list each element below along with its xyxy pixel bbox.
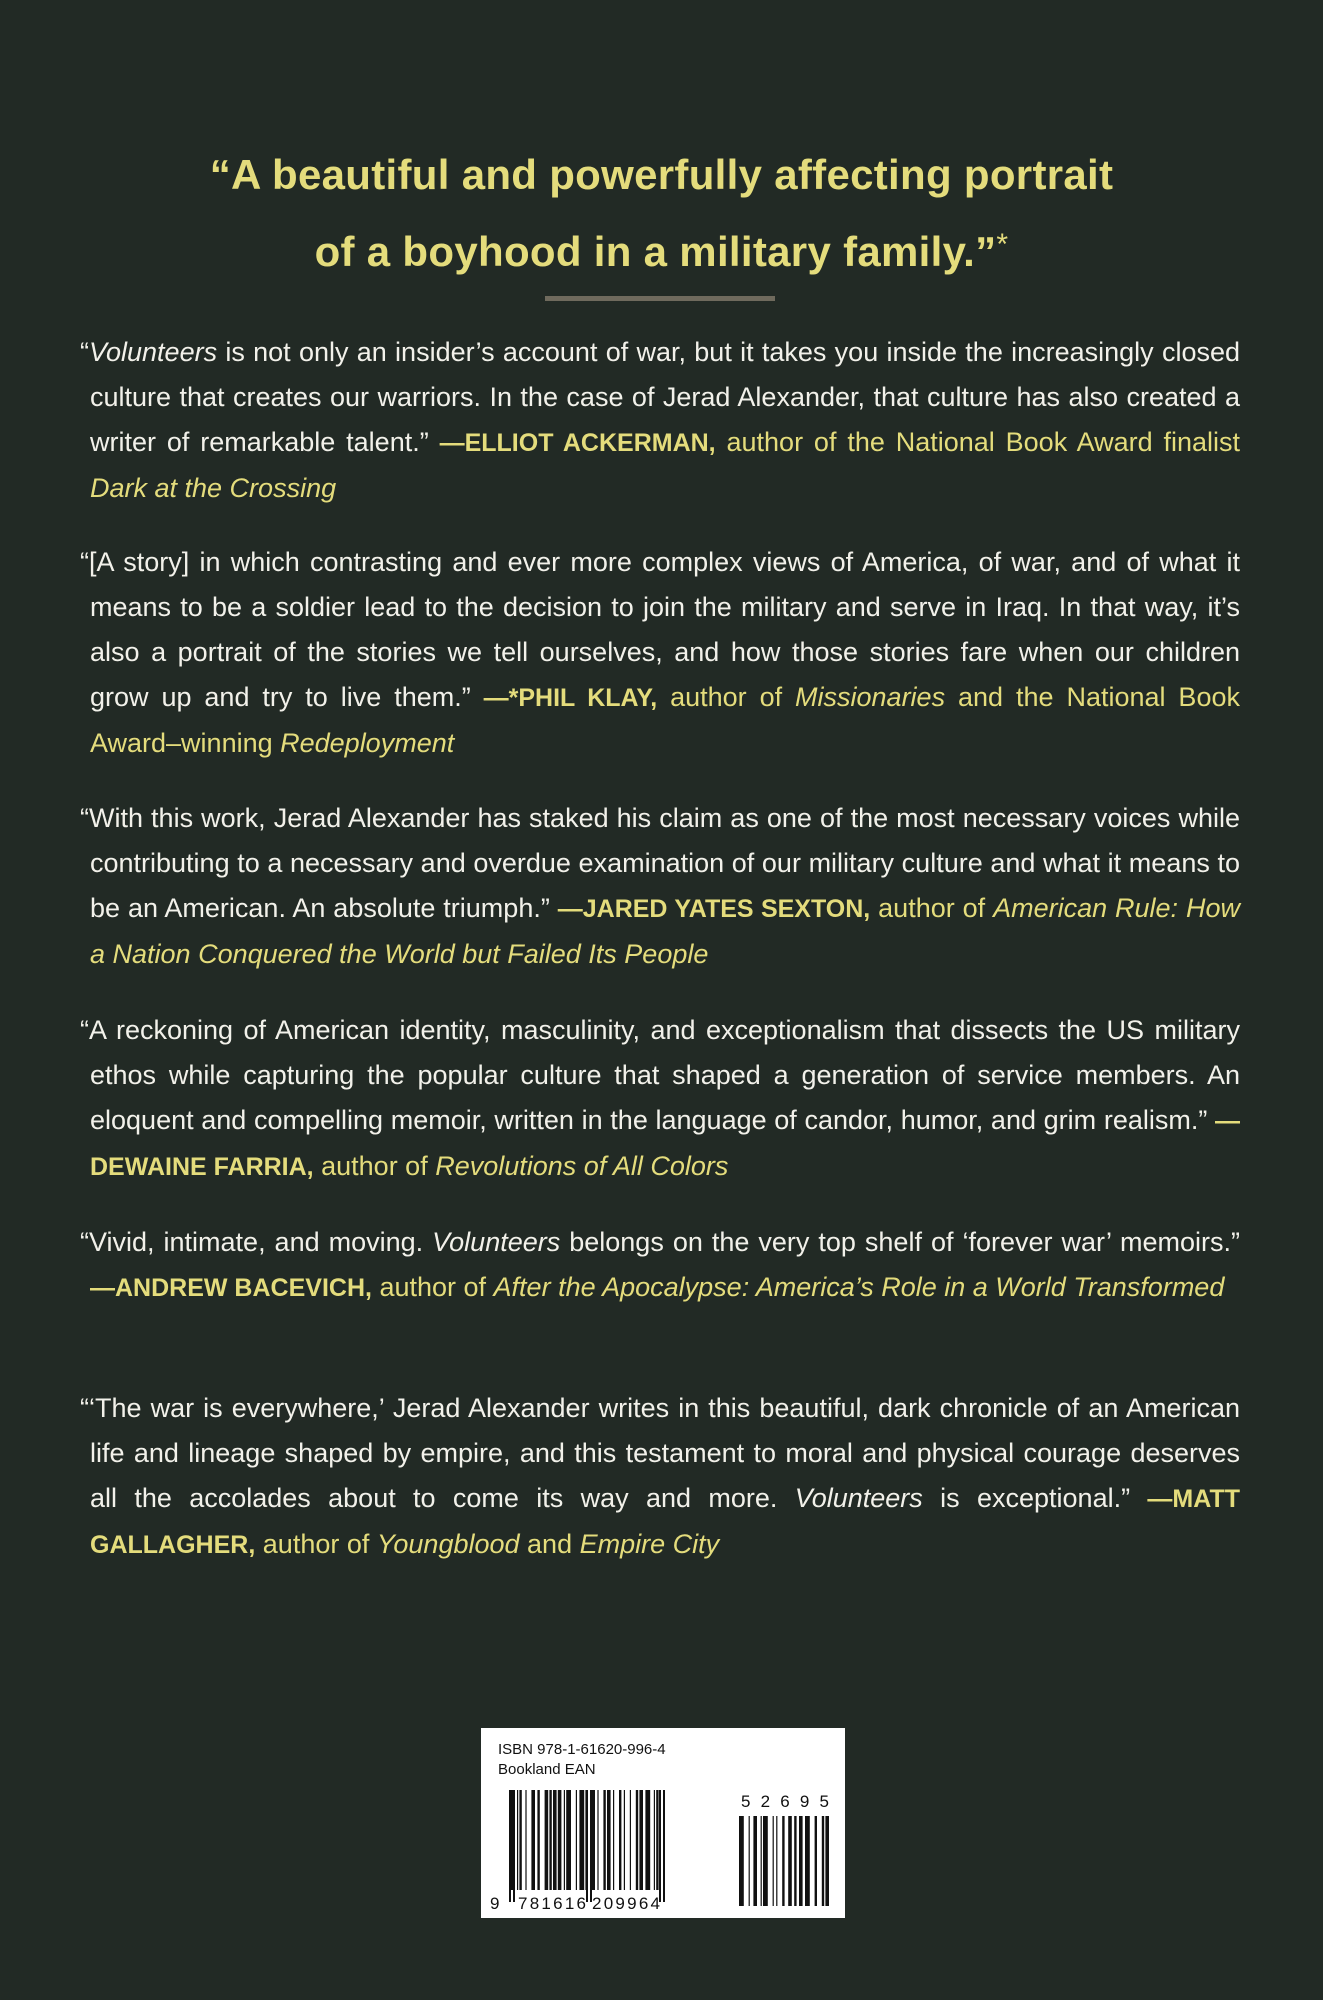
blurb-bacevich — [80, 1220, 1240, 1311]
attribution-text: Empire City — [579, 1529, 720, 1559]
addon-bars — [739, 1816, 829, 1906]
quote-text: belongs on the very top shelf of ‘forever war’ memoirs.” — [560, 1227, 1240, 1257]
quote-text: “[A story] in which contrasting and ever more complex views of America, of war, and of what it means to be a soldier lead to the decision to join the military and serve in Iraq. In that way, it’s also a portrait of the stories we tell ourselves, and how those stories fare when our children grow up and try to live them.” — [80, 547, 1240, 712]
attribution-text: After the Apocalypse: America’s Role in a World Transformed — [493, 1272, 1225, 1302]
attribution-text: Missionaries — [795, 682, 946, 712]
blurb-gallagher — [80, 1386, 1240, 1568]
blurb-sexton — [80, 796, 1240, 977]
addon-digits: 52695 — [741, 1792, 829, 1811]
attribution-text: and — [519, 1529, 580, 1559]
attribution-text: and the National Book Award–winning — [90, 682, 1240, 758]
attribution-text: Dark at the Crossing — [90, 473, 337, 503]
ean-digit-first: 9 — [490, 1894, 500, 1913]
attribution-text: American Rule: How a Nation Conquered the World but Failed Its People — [90, 893, 1240, 969]
attribution-text: author of — [255, 1529, 377, 1559]
quote-text: is not only an insider’s account of war, but it takes you inside the increasingly closed culture that creates our warriors. In the case of Jerad Alexander, that culture has also created a writer of remarkable talent.” — [90, 337, 1240, 457]
quote-text: Volunteers — [89, 337, 218, 367]
headline — [0, 140, 1323, 287]
attribution-name: —DEWAINE FARRIA, — [90, 1107, 1240, 1181]
attribution-name: —*PHIL KLAY, — [483, 684, 658, 712]
attribution-name: —ANDREW BACEVICH, — [90, 1274, 372, 1302]
ean-label: Bookland EAN — [498, 1761, 596, 1778]
quote-text: Volunteers — [432, 1227, 561, 1257]
barcode-panel — [481, 1728, 845, 1918]
quote-text: “ — [80, 337, 89, 367]
quote-text: is exceptional.” — [922, 1483, 1148, 1513]
attribution-text: Redeployment — [280, 728, 455, 758]
quote-text: “Vivid, intimate, and moving. — [80, 1227, 433, 1257]
barcode-graphic — [481, 1728, 845, 1918]
attribution-text: Youngblood — [376, 1529, 520, 1559]
attribution-text: author of — [657, 682, 796, 712]
divider — [545, 296, 775, 301]
attribution-text: author of the National Book Award finalist — [715, 427, 1241, 457]
ean-bars — [509, 1790, 665, 1902]
quote-text: “With this work, Jerad Alexander has staked his claim as one of the most necessary voices while contributing to a necessary and overdue examination of our military culture and what it means to be an American. An absolute triumph.” — [80, 803, 1240, 923]
headline-asterisk: * — [996, 228, 1009, 261]
blurb-klay — [80, 540, 1240, 766]
attribution — [90, 1272, 1224, 1302]
attribution-text: author of — [313, 1151, 436, 1181]
ean-digits-left: 781616 — [518, 1894, 586, 1913]
quote-text: Volunteers — [794, 1483, 923, 1513]
quote-text: “A reckoning of American identity, masculinity, and exceptionalism that dissects the US military ethos while capturing the popular culture that shaped a generation of service members. An eloquent and compelling memoir, written in the language of candor, humor, and grim realism.” — [80, 1015, 1240, 1135]
headline-line-1: “A beautiful and powerfully affecting portrait — [209, 151, 1114, 198]
headline-line-2 — [0, 210, 1323, 287]
attribution-text: author of — [371, 1272, 494, 1302]
attribution-name: —ELLIOT ACKERMAN, — [439, 429, 716, 457]
attribution-name: —JARED YATES SEXTON, — [557, 895, 871, 923]
attribution-name: —MATT GALLAGHER, — [90, 1485, 1240, 1559]
blurb-farria — [80, 1008, 1240, 1190]
headline-line-2-text: of a boyhood in a military family.” — [314, 228, 997, 275]
ean-digits-right: 209964 — [592, 1894, 660, 1913]
blurb-ackerman — [80, 330, 1240, 511]
attribution-text: Revolutions of All Colors — [435, 1151, 729, 1181]
quote-text: “‘The war is everywhere,’ Jerad Alexander writes in this beautiful, dark chronicle of an American life and lineage shaped by empire, and this testament to moral and physical courage deserves all the accolades about to come its way and more. — [80, 1393, 1240, 1513]
isbn-label: ISBN 978-1-61620-996-4 — [498, 1741, 666, 1758]
attribution-text: author of — [870, 893, 994, 923]
